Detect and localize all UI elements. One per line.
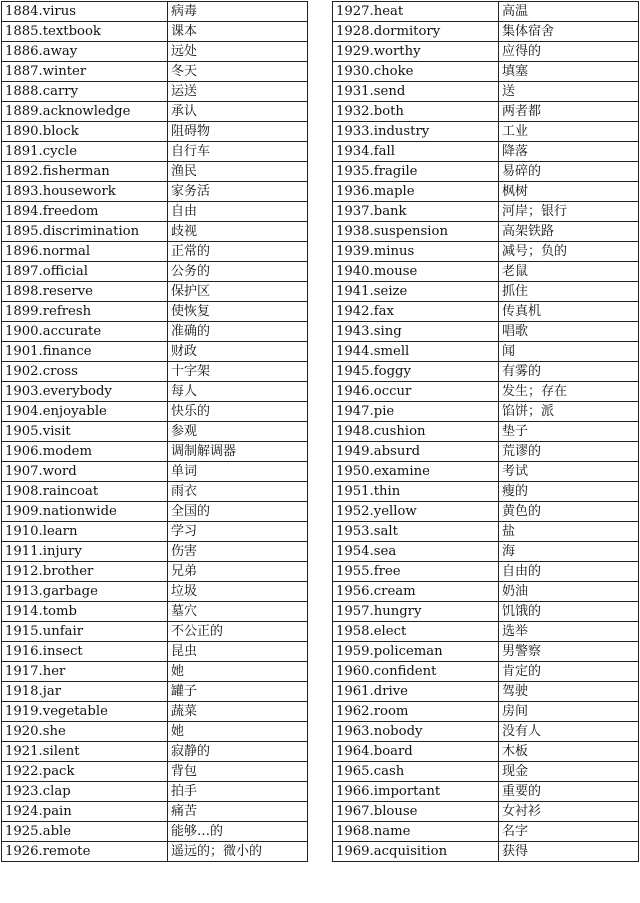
- english-word-cell: 1964.board: [333, 742, 499, 762]
- table-row: [333, 602, 639, 622]
- english-word-cell: 1959.policeman: [333, 642, 499, 662]
- english-word-cell: 1939.minus: [333, 242, 499, 262]
- table-row: [2, 22, 308, 42]
- english-word-cell: 1890.block: [2, 122, 168, 142]
- table-row: [333, 642, 639, 662]
- english-word-cell: 1961.drive: [333, 682, 499, 702]
- chinese-meaning-cell: 枫树: [499, 182, 639, 202]
- chinese-meaning-cell: 瘦的: [499, 482, 639, 502]
- table-row: [2, 822, 308, 842]
- table-row: [2, 682, 308, 702]
- english-word-cell: 1909.nationwide: [2, 502, 168, 522]
- table-row: [2, 362, 308, 382]
- english-word-cell: 1910.learn: [2, 522, 168, 542]
- english-word-cell: 1955.free: [333, 562, 499, 582]
- table-row: [333, 2, 639, 22]
- table-row: [2, 422, 308, 442]
- chinese-meaning-cell: 参观: [168, 422, 308, 442]
- chinese-meaning-cell: 奶油: [499, 582, 639, 602]
- chinese-meaning-cell: 两者都: [499, 102, 639, 122]
- english-word-cell: 1935.fragile: [333, 162, 499, 182]
- chinese-meaning-cell: 男警察: [499, 642, 639, 662]
- chinese-meaning-cell: 易碎的: [499, 162, 639, 182]
- table-row: [333, 622, 639, 642]
- table-row: [333, 742, 639, 762]
- chinese-meaning-cell: 驾驶: [499, 682, 639, 702]
- english-word-cell: 1967.blouse: [333, 802, 499, 822]
- chinese-meaning-cell: 房间: [499, 702, 639, 722]
- chinese-meaning-cell: 考试: [499, 462, 639, 482]
- chinese-meaning-cell: 远处: [168, 42, 308, 62]
- chinese-meaning-cell: 公务的: [168, 262, 308, 282]
- english-word-cell: 1938.suspension: [333, 222, 499, 242]
- table-row: [333, 482, 639, 502]
- table-row: [333, 682, 639, 702]
- english-word-cell: 1918.jar: [2, 682, 168, 702]
- chinese-meaning-cell: 承认: [168, 102, 308, 122]
- table-row: [2, 342, 308, 362]
- english-word-cell: 1965.cash: [333, 762, 499, 782]
- table-row: [333, 402, 639, 422]
- chinese-meaning-cell: 歧视: [168, 222, 308, 242]
- english-word-cell: 1931.send: [333, 82, 499, 102]
- table-row: [2, 122, 308, 142]
- chinese-meaning-cell: 冬天: [168, 62, 308, 82]
- table-row: [2, 102, 308, 122]
- table-row: [2, 662, 308, 682]
- chinese-meaning-cell: 馅饼；派: [499, 402, 639, 422]
- chinese-meaning-cell: 传真机: [499, 302, 639, 322]
- table-row: [2, 542, 308, 562]
- chinese-meaning-cell: 使恢复: [168, 302, 308, 322]
- table-row: [2, 2, 308, 22]
- english-word-cell: 1953.salt: [333, 522, 499, 542]
- chinese-meaning-cell: 肯定的: [499, 662, 639, 682]
- chinese-meaning-cell: 自行车: [168, 142, 308, 162]
- chinese-meaning-cell: 自由的: [499, 562, 639, 582]
- english-word-cell: 1960.confident: [333, 662, 499, 682]
- table-row: [2, 142, 308, 162]
- table-row: [2, 642, 308, 662]
- english-word-cell: 1969.acquisition: [333, 842, 499, 862]
- table-row: [2, 502, 308, 522]
- table-row: [2, 182, 308, 202]
- table-row: [2, 202, 308, 222]
- english-word-cell: 1919.vegetable: [2, 702, 168, 722]
- table-row: [333, 582, 639, 602]
- english-word-cell: 1895.discrimination: [2, 222, 168, 242]
- english-word-cell: 1942.fax: [333, 302, 499, 322]
- english-word-cell: 1928.dormitory: [333, 22, 499, 42]
- english-word-cell: 1911.injury: [2, 542, 168, 562]
- table-row: [333, 142, 639, 162]
- table-row: [333, 722, 639, 742]
- english-word-cell: 1937.bank: [333, 202, 499, 222]
- table-row: [333, 462, 639, 482]
- english-word-cell: 1927.heat: [333, 2, 499, 22]
- chinese-meaning-cell: 快乐的: [168, 402, 308, 422]
- chinese-meaning-cell: 荒谬的: [499, 442, 639, 462]
- english-word-cell: 1913.garbage: [2, 582, 168, 602]
- english-word-cell: 1930.choke: [333, 62, 499, 82]
- chinese-meaning-cell: 工业: [499, 122, 639, 142]
- english-word-cell: 1958.elect: [333, 622, 499, 642]
- table-row: [2, 482, 308, 502]
- chinese-meaning-cell: 渔民: [168, 162, 308, 182]
- english-word-cell: 1898.reserve: [2, 282, 168, 302]
- table-row: [2, 382, 308, 402]
- english-word-cell: 1921.silent: [2, 742, 168, 762]
- english-word-cell: 1936.maple: [333, 182, 499, 202]
- chinese-meaning-cell: 木板: [499, 742, 639, 762]
- english-word-cell: 1901.finance: [2, 342, 168, 362]
- chinese-meaning-cell: 家务活: [168, 182, 308, 202]
- table-row: [2, 462, 308, 482]
- table-row: [333, 42, 639, 62]
- english-word-cell: 1908.raincoat: [2, 482, 168, 502]
- table-row: [333, 562, 639, 582]
- english-word-cell: 1904.enjoyable: [2, 402, 168, 422]
- chinese-meaning-cell: 保护区: [168, 282, 308, 302]
- chinese-meaning-cell: 财政: [168, 342, 308, 362]
- english-word-cell: 1944.smell: [333, 342, 499, 362]
- chinese-meaning-cell: 单词: [168, 462, 308, 482]
- vocab-table-right: [332, 1, 639, 862]
- table-row: [333, 762, 639, 782]
- chinese-meaning-cell: 发生；存在: [499, 382, 639, 402]
- table-row: [333, 162, 639, 182]
- chinese-meaning-cell: 罐子: [168, 682, 308, 702]
- english-word-cell: 1940.mouse: [333, 262, 499, 282]
- table-row: [333, 422, 639, 442]
- chinese-meaning-cell: 海: [499, 542, 639, 562]
- chinese-meaning-cell: 垃圾: [168, 582, 308, 602]
- table-row: [2, 322, 308, 342]
- english-word-cell: 1888.carry: [2, 82, 168, 102]
- chinese-meaning-cell: 昆虫: [168, 642, 308, 662]
- chinese-meaning-cell: 她: [168, 722, 308, 742]
- table-row: [2, 702, 308, 722]
- english-word-cell: 1885.textbook: [2, 22, 168, 42]
- table-row: [333, 702, 639, 722]
- english-word-cell: 1933.industry: [333, 122, 499, 142]
- chinese-meaning-cell: 她: [168, 662, 308, 682]
- table-row: [333, 442, 639, 462]
- table-row: [2, 442, 308, 462]
- chinese-meaning-cell: 闻: [499, 342, 639, 362]
- english-word-cell: 1916.insect: [2, 642, 168, 662]
- table-row: [333, 542, 639, 562]
- table-row: [2, 722, 308, 742]
- english-word-cell: 1900.accurate: [2, 322, 168, 342]
- english-word-cell: 1903.everybody: [2, 382, 168, 402]
- chinese-meaning-cell: 蔬菜: [168, 702, 308, 722]
- chinese-meaning-cell: 病毒: [168, 2, 308, 22]
- english-word-cell: 1920.she: [2, 722, 168, 742]
- chinese-meaning-cell: 能够…的: [168, 822, 308, 842]
- english-word-cell: 1889.acknowledge: [2, 102, 168, 122]
- english-word-cell: 1923.clap: [2, 782, 168, 802]
- table-row: [333, 242, 639, 262]
- chinese-meaning-cell: 应得的: [499, 42, 639, 62]
- table-row: [2, 802, 308, 822]
- chinese-meaning-cell: 填塞: [499, 62, 639, 82]
- table-row: [2, 762, 308, 782]
- english-word-cell: 1968.name: [333, 822, 499, 842]
- chinese-meaning-cell: 寂静的: [168, 742, 308, 762]
- chinese-meaning-cell: 垫子: [499, 422, 639, 442]
- english-word-cell: 1886.away: [2, 42, 168, 62]
- chinese-meaning-cell: 获得: [499, 842, 639, 862]
- chinese-meaning-cell: 运送: [168, 82, 308, 102]
- english-word-cell: 1905.visit: [2, 422, 168, 442]
- table-row: [2, 402, 308, 422]
- table-row: [333, 122, 639, 142]
- table-row: [2, 262, 308, 282]
- table-row: [333, 82, 639, 102]
- english-word-cell: 1950.examine: [333, 462, 499, 482]
- chinese-meaning-cell: 黄色的: [499, 502, 639, 522]
- chinese-meaning-cell: 高温: [499, 2, 639, 22]
- english-word-cell: 1896.normal: [2, 242, 168, 262]
- chinese-meaning-cell: 送: [499, 82, 639, 102]
- english-word-cell: 1894.freedom: [2, 202, 168, 222]
- table-row: [2, 242, 308, 262]
- english-word-cell: 1922.pack: [2, 762, 168, 782]
- english-word-cell: 1907.word: [2, 462, 168, 482]
- english-word-cell: 1952.yellow: [333, 502, 499, 522]
- chinese-meaning-cell: 遥远的；微小的: [168, 842, 308, 862]
- english-word-cell: 1954.sea: [333, 542, 499, 562]
- chinese-meaning-cell: 痛苦: [168, 802, 308, 822]
- chinese-meaning-cell: 学习: [168, 522, 308, 542]
- table-row: [333, 282, 639, 302]
- table-row: [2, 842, 308, 862]
- english-word-cell: 1917.her: [2, 662, 168, 682]
- table-row: [333, 342, 639, 362]
- english-word-cell: 1926.remote: [2, 842, 168, 862]
- chinese-meaning-cell: 拍手: [168, 782, 308, 802]
- table-row: [2, 282, 308, 302]
- english-word-cell: 1946.occur: [333, 382, 499, 402]
- chinese-meaning-cell: 十字架: [168, 362, 308, 382]
- table-row: [2, 82, 308, 102]
- chinese-meaning-cell: 老鼠: [499, 262, 639, 282]
- english-word-cell: 1962.room: [333, 702, 499, 722]
- table-row: [2, 162, 308, 182]
- english-word-cell: 1932.both: [333, 102, 499, 122]
- table-row: [2, 42, 308, 62]
- chinese-meaning-cell: 降落: [499, 142, 639, 162]
- table-row: [333, 222, 639, 242]
- table-row: [333, 802, 639, 822]
- english-word-cell: 1957.hungry: [333, 602, 499, 622]
- english-word-cell: 1925.able: [2, 822, 168, 842]
- chinese-meaning-cell: 唱歌: [499, 322, 639, 342]
- english-word-cell: 1947.pie: [333, 402, 499, 422]
- english-word-cell: 1891.cycle: [2, 142, 168, 162]
- table-row: [333, 382, 639, 402]
- table-row: [2, 622, 308, 642]
- chinese-meaning-cell: 饥饿的: [499, 602, 639, 622]
- table-row: [2, 582, 308, 602]
- chinese-meaning-cell: 名字: [499, 822, 639, 842]
- english-word-cell: 1929.worthy: [333, 42, 499, 62]
- table-row: [333, 822, 639, 842]
- table-row: [333, 842, 639, 862]
- chinese-meaning-cell: 选举: [499, 622, 639, 642]
- table-row: [2, 62, 308, 82]
- english-word-cell: 1912.brother: [2, 562, 168, 582]
- english-word-cell: 1941.seize: [333, 282, 499, 302]
- table-row: [333, 62, 639, 82]
- chinese-meaning-cell: 雨衣: [168, 482, 308, 502]
- table-row: [333, 522, 639, 542]
- chinese-meaning-cell: 全国的: [168, 502, 308, 522]
- english-word-cell: 1914.tomb: [2, 602, 168, 622]
- chinese-meaning-cell: 正常的: [168, 242, 308, 262]
- table-row: [333, 662, 639, 682]
- table-row: [333, 362, 639, 382]
- english-word-cell: 1887.winter: [2, 62, 168, 82]
- table-row: [333, 22, 639, 42]
- chinese-meaning-cell: 课本: [168, 22, 308, 42]
- chinese-meaning-cell: 减号；负的: [499, 242, 639, 262]
- chinese-meaning-cell: 伤害: [168, 542, 308, 562]
- chinese-meaning-cell: 有雾的: [499, 362, 639, 382]
- table-row: [333, 782, 639, 802]
- table-row: [333, 302, 639, 322]
- column-gap: [318, 0, 319, 903]
- chinese-meaning-cell: 现金: [499, 762, 639, 782]
- english-word-cell: 1884.virus: [2, 2, 168, 22]
- chinese-meaning-cell: 抓住: [499, 282, 639, 302]
- table-row: [333, 262, 639, 282]
- table-row: [333, 182, 639, 202]
- english-word-cell: 1943.sing: [333, 322, 499, 342]
- chinese-meaning-cell: 背包: [168, 762, 308, 782]
- english-word-cell: 1892.fisherman: [2, 162, 168, 182]
- vocab-table-left: [1, 1, 308, 862]
- table-row: [333, 322, 639, 342]
- chinese-meaning-cell: 兄弟: [168, 562, 308, 582]
- chinese-meaning-cell: 女衬衫: [499, 802, 639, 822]
- chinese-meaning-cell: 没有人: [499, 722, 639, 742]
- chinese-meaning-cell: 调制解调器: [168, 442, 308, 462]
- table-row: [333, 102, 639, 122]
- english-word-cell: 1949.absurd: [333, 442, 499, 462]
- english-word-cell: 1966.important: [333, 782, 499, 802]
- chinese-meaning-cell: 阻碍物: [168, 122, 308, 142]
- english-word-cell: 1945.foggy: [333, 362, 499, 382]
- english-word-cell: 1956.cream: [333, 582, 499, 602]
- table-row: [2, 222, 308, 242]
- chinese-meaning-cell: 准确的: [168, 322, 308, 342]
- table-row: [2, 302, 308, 322]
- english-word-cell: 1934.fall: [333, 142, 499, 162]
- english-word-cell: 1915.unfair: [2, 622, 168, 642]
- english-word-cell: 1948.cushion: [333, 422, 499, 442]
- table-row: [2, 562, 308, 582]
- table-row: [2, 602, 308, 622]
- table-row: [2, 742, 308, 762]
- chinese-meaning-cell: 盐: [499, 522, 639, 542]
- chinese-meaning-cell: 不公正的: [168, 622, 308, 642]
- chinese-meaning-cell: 自由: [168, 202, 308, 222]
- english-word-cell: 1924.pain: [2, 802, 168, 822]
- chinese-meaning-cell: 河岸；银行: [499, 202, 639, 222]
- chinese-meaning-cell: 每人: [168, 382, 308, 402]
- chinese-meaning-cell: 高架铁路: [499, 222, 639, 242]
- table-row: [333, 202, 639, 222]
- table-row: [2, 782, 308, 802]
- chinese-meaning-cell: 集体宿舍: [499, 22, 639, 42]
- english-word-cell: 1963.nobody: [333, 722, 499, 742]
- english-word-cell: 1897.official: [2, 262, 168, 282]
- chinese-meaning-cell: 墓穴: [168, 602, 308, 622]
- chinese-meaning-cell: 重要的: [499, 782, 639, 802]
- english-word-cell: 1893.housework: [2, 182, 168, 202]
- table-row: [333, 502, 639, 522]
- english-word-cell: 1906.modem: [2, 442, 168, 462]
- english-word-cell: 1902.cross: [2, 362, 168, 382]
- english-word-cell: 1899.refresh: [2, 302, 168, 322]
- table-row: [2, 522, 308, 542]
- english-word-cell: 1951.thin: [333, 482, 499, 502]
